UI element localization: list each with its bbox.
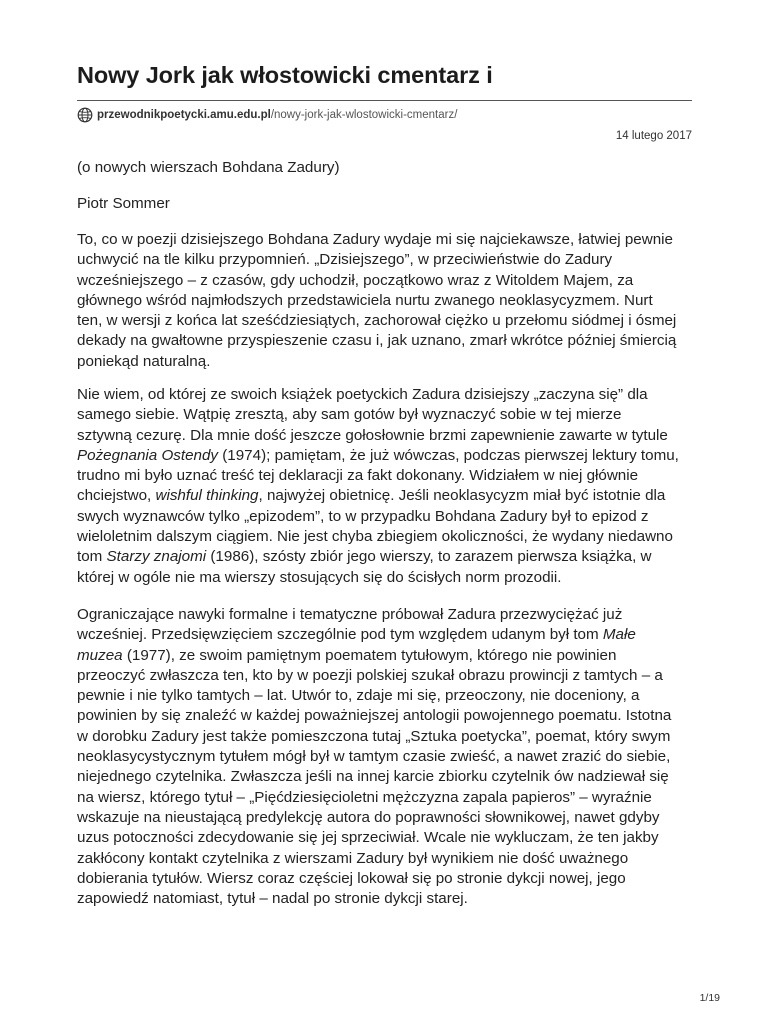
text-line: chciejstwo, wishful thinking, najwyżej obietnicę. Jeśli neoklasycyzm miał być istotnie dla <box>77 487 666 505</box>
text-line: To, co w poezji dzisiejszego Bohdana Zadury wydaje mi się najciekawsze, łatwiej pewnie <box>77 231 673 248</box>
text-line: Ograniczające nawyki formalne i tematyczne próbował Zadura przezwyciężać już <box>77 606 623 623</box>
book-title-emphasis: Małe <box>602 626 636 644</box>
page-number: 1/19 <box>699 992 720 1004</box>
text-line: przeoczyć zwłaszcza ten, kto by w poezji polskiej szukał obrazu prowincji z tamtych – a <box>77 666 663 684</box>
text-line: głównego wśród najmłodszych przedstawiciela nurtu zwanego neoklasycyzmem. Nurt <box>77 291 653 309</box>
text-line: wcześniej. Przedsięwzięciem szczególnie pod tym względem udanym był tom Małe <box>77 626 636 644</box>
source-domain: przewodnikpoetycki.amu.edu.pl <box>97 109 271 121</box>
text-line: uchwycić na tle kilku przypomnień. „Dzisiejszego”, w przeciwieństwie do Zadury <box>77 251 613 269</box>
title-divider <box>77 100 692 101</box>
phrase-emphasis: wishful thinking <box>155 487 259 505</box>
text-line: pewnie i nie tylko tamtych – lat. Utwór to, zdaje mi się, przeoczony, nie doceniony, a <box>77 687 640 705</box>
text-line: niejednego czytelnika. Zwłaszcza jeśli na innej karcie zbiorku czytelnik ów nadziewał się <box>77 768 669 786</box>
text-line: dobierania tytułów. Wiersz coraz częściej lokował się po stronie dykcji nowej, jego <box>77 869 626 887</box>
text-line: swych wyznawców tylko „epizodem”, to w przypadku Bohdana Zadury był to epizod z <box>77 507 649 525</box>
publication-date: 14 lutego 2017 <box>615 130 692 142</box>
text-line: uzus potoczności zdecydowanie się jej sprzeciwiał. Wcale nie wykluczam, że ten jakby <box>77 829 659 847</box>
text-line: na wiersz, którego tytuł – „Pięćdziesięcioletni mężczyzna zapala papieros” – wyraźnie <box>77 788 652 806</box>
globe-icon <box>77 107 93 123</box>
text-line: wieloletnim dalszym ciągiem. Nie jest chyba zbiegiem okoliczności, że wydany niedawno <box>77 528 673 546</box>
text-line: ten, w wersji z końca lat sześćdziesiątych, zachorował ciężko u przełomu siódmej i ósmej <box>77 312 677 330</box>
text-line: zapowiedź natomiast, tytuł – nadal po stronie dykcji starej. <box>77 890 468 908</box>
article-subtitle: (o nowych wierszach Bohdana Zadury) <box>77 159 340 176</box>
paragraph-2 <box>77 385 692 588</box>
article-author: Piotr Sommer <box>77 195 170 212</box>
text-line: muzea (1977), ze swoim pamiętnym poematem tytułowym, którego nie powinien <box>77 646 617 664</box>
paragraph-1 <box>77 230 692 372</box>
text-line: tom Starzy znajomi (1986), szósty zbiór jego wierszy, to zarazem pierwsza książka, w <box>77 548 652 566</box>
source-path: /nowy-jork-jak-wlostowicki-cmentarz/ <box>270 109 458 121</box>
text-line: wskazuje na nieustającą predylekcję autora do poprawności słownikowej, nawet gdyby <box>77 808 660 826</box>
text-line: której w ogóle nie ma wierszy stosujących się do ścisłych norm prozodii. <box>77 568 562 586</box>
text-line: poniekąd naturalną. <box>77 352 211 370</box>
text-line: dekady na gwałtowne przyspieszenie czasu i, jak uznano, zmarł wkrótce później śmiercią <box>77 332 677 350</box>
book-title-emphasis: Pożegnania Ostendy <box>77 446 219 464</box>
text-line: w dorobku Zadury jest także pomieszczona tutaj „Sztuka poetycka”, poemat, który swym <box>77 727 671 745</box>
text-line: Pożegnania Ostendy (1974); pamiętam, że już wówczas, podczas pierwszej lektury tomu, <box>77 446 679 464</box>
text-line: wcześniejszego – z czasów, gdy uchodził, początkowo wraz z Witoldem Majem, za <box>77 271 634 289</box>
source-url[interactable] <box>77 106 457 124</box>
text-line: samego siebie. Wątpię zresztą, aby sam gotów był wyznaczyć sobie w tej mierze <box>77 406 622 424</box>
book-title-emphasis: muzea <box>77 646 123 664</box>
text-line: powinien by się znaleźć w każdej poważniejszej antologii powojennego poematu. Istotna <box>77 707 672 725</box>
text-line: sztywną cezurę. Dla mnie dość jeszcze gołosłownie brzmi zapewnienie zawarte w tytule <box>77 426 668 444</box>
article-title: Nowy Jork jak włostowicki cmentarz i <box>77 62 493 88</box>
text-line: neoklasycystycznym tytułem mógł był w tamtym czasie zwieść, a nawet zrazić do siebie, <box>77 748 671 766</box>
text-line: trudno mi było uznać treść tej deklaracji za fakt dokonany. Widziałem w niej głównie <box>77 467 639 485</box>
paragraph-3 <box>77 605 692 909</box>
text-line: zakłócony kontakt czytelnika z wierszami Zadury był wynikiem nie dość uważnego <box>77 849 629 867</box>
book-title-emphasis: Starzy znajomi <box>106 548 207 566</box>
text-line: Nie wiem, od której ze swoich książek poetyckich Zadura dzisiejszy „zaczyna się” dla <box>77 386 648 403</box>
